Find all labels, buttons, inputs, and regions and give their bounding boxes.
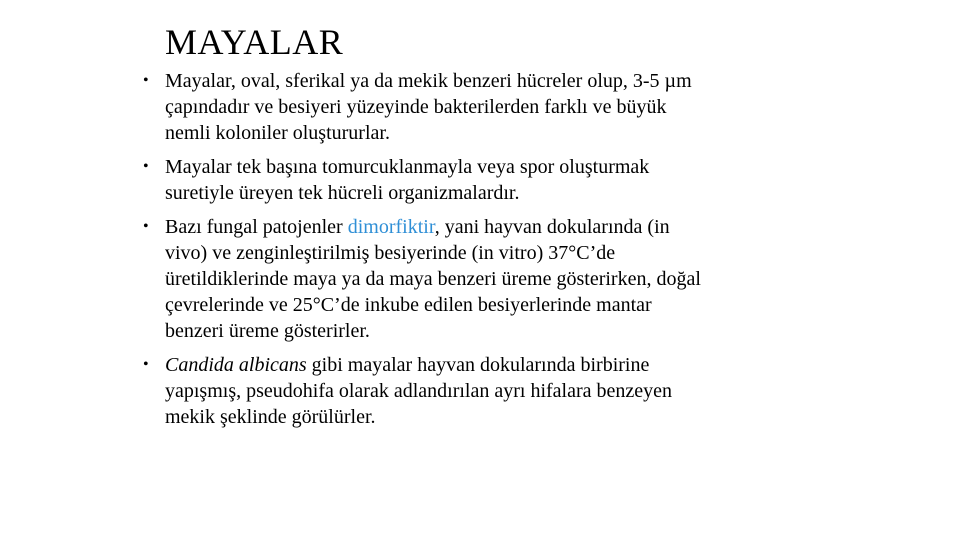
slide-title: MAYALAR — [165, 22, 344, 62]
bullet-text-line — [165, 352, 833, 378]
bullet-text-segment: Bazı fungal patojenler — [165, 216, 348, 238]
species-name: Candida albicans — [165, 354, 307, 376]
bullet-text-line: çapındadır ve besiyeri yüzeyinde bakterilerden farklı ve büyük — [165, 96, 667, 118]
bullet-text-line: suretiyle üreyen tek hücreli organizmalardır. — [165, 182, 520, 204]
bullet-text-line: Mayalar tek başına tomurcuklanmayla veya spor oluşturmak — [165, 156, 650, 178]
bullet-text-line: nemli koloniler oluştururlar. — [165, 122, 390, 144]
bullet-item-candida — [143, 352, 833, 430]
highlight-term: dimorfiktir — [347, 216, 435, 238]
bullet-marker: • — [143, 218, 149, 235]
bullet-text-line — [165, 214, 833, 240]
bullet-text-segment: , yani hayvan dokularında (in — [434, 216, 670, 238]
bullet-text-line: benzeri üreme gösterirler. — [165, 320, 370, 342]
bullet-text-line: yapışmış, pseudohifa olarak adlandırılan ayrı hifalara benzeyen — [165, 380, 673, 402]
bullet-list — [143, 68, 833, 438]
bullet-marker: • — [143, 72, 149, 89]
bullet-text-line: mekik şeklinde görülürler. — [165, 406, 376, 428]
bullet-item-reproduction — [143, 154, 833, 206]
bullet-text-line: vivo) ve zenginleştirilmiş besiyerinde (in vitro) 37°C’de — [165, 242, 616, 264]
bullet-text-segment: gibi mayalar hayvan dokularında birbirine — [306, 354, 650, 376]
bullet-item-yeast-shape — [143, 68, 833, 146]
bullet-marker: • — [143, 356, 149, 373]
bullet-text-line: üretildiklerinde maya ya da maya benzeri üreme gösterirken, doğal — [165, 268, 701, 290]
bullet-marker: • — [143, 158, 149, 175]
bullet-item-dimorphism — [143, 214, 833, 344]
bullet-text-line: çevrelerinde ve 25°C’de inkube edilen besiyerlerinde mantar — [165, 294, 652, 316]
bullet-text-line: Mayalar, oval, sferikal ya da mekik benzeri hücreler olup, 3-5 µm — [165, 70, 692, 92]
